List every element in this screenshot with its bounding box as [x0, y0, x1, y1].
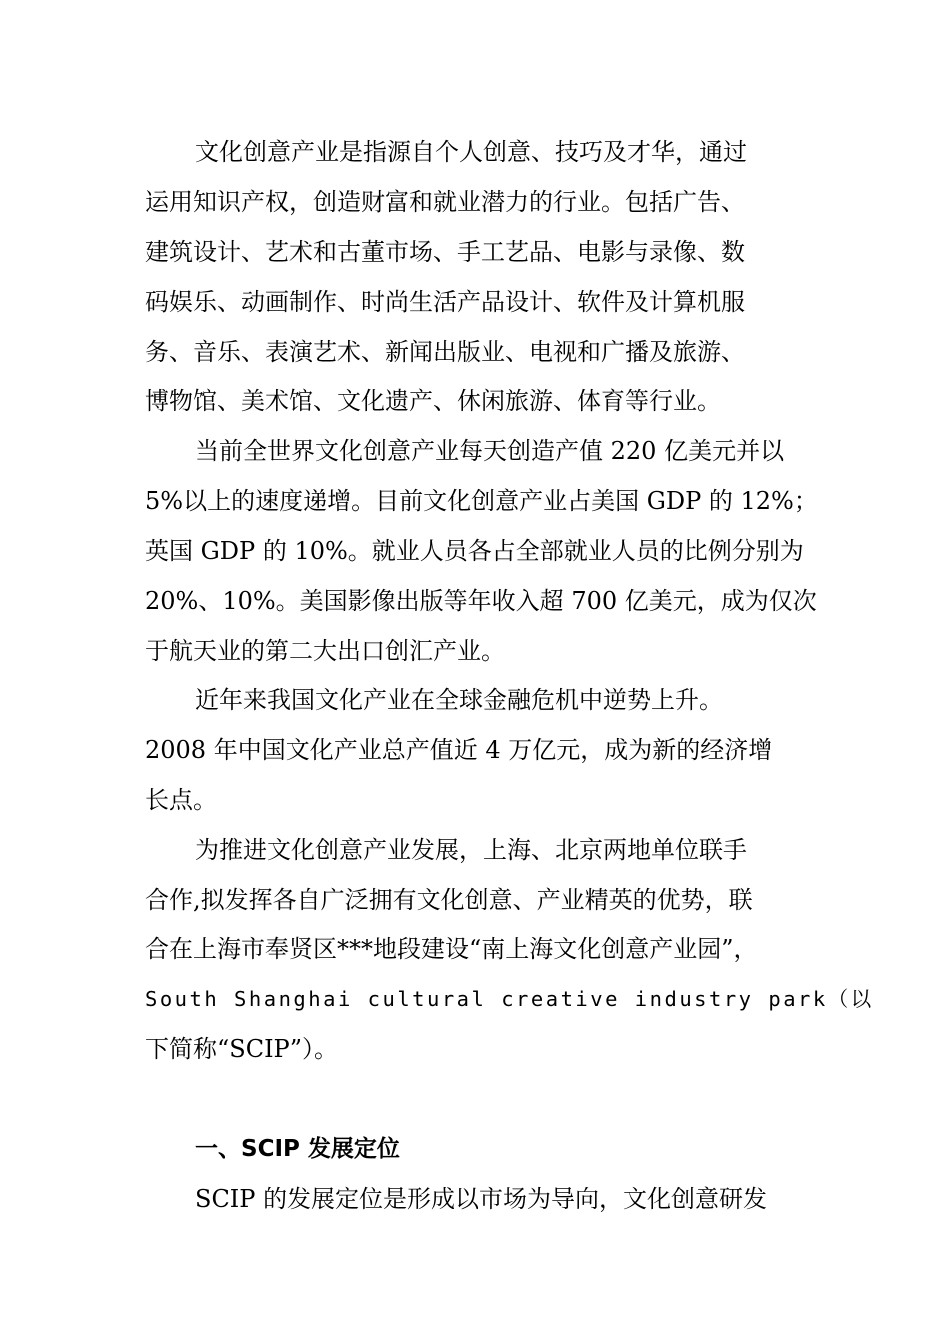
- paragraph-4-line-3: 合在上海市奉贤区***地段建设“南上海文化创意产业园”，: [145, 935, 758, 963]
- paragraph-3-line-3: 长点。: [145, 786, 217, 814]
- section-heading: 一、SCIP 发展定位: [195, 1136, 400, 1162]
- paragraph-4-line-2: 合作,拟发挥各自广泛拥有文化创意、产业精英的优势，联: [145, 886, 753, 914]
- paragraph-3-line-2: 2008 年中国文化产业总产值近 4 万亿元，成为新的经济增: [145, 736, 773, 764]
- paragraph-4-line-4: South Shanghai cultural creative industry park（以: [145, 987, 874, 1011]
- paragraph-1-line-4: 码娱乐、动画制作、时尚生活产品设计、软件及计算机服: [145, 288, 745, 316]
- paragraph-2-line-5: 于航天业的第二大出口创汇产业。: [145, 637, 505, 665]
- paragraph-2-line-4: 20%、10%。美国影像出版等年收入超 700 亿美元，成为仅次: [145, 587, 817, 615]
- paragraph-1-line-2: 运用知识产权，创造财富和就业潜力的行业。包括广告、: [145, 188, 745, 216]
- paragraph-3-line-1: 近年来我国文化产业在全球金融危机中逆势上升。: [195, 686, 723, 714]
- paragraph-4-line-5: 下简称“SCIP”）。: [145, 1035, 338, 1063]
- paragraph-2-line-1: 当前全世界文化创意产业每天创造产值 220 亿美元并以: [195, 437, 785, 465]
- paragraph-1-line-6: 博物馆、美术馆、文化遗产、休闲旅游、体育等行业。: [145, 387, 721, 415]
- paragraph-1-line-5: 务、音乐、表演艺术、新闻出版业、电视和广播及旅游、: [145, 338, 745, 366]
- paragraph-2-line-2: 5%以上的速度递增。目前文化创意产业占美国 GDP 的 12%；: [145, 487, 818, 515]
- paragraph-1-line-1: 文化创意产业是指源自个人创意、技巧及才华，通过: [195, 138, 747, 166]
- paragraph-4-line-1: 为推进文化创意产业发展，上海、北京两地单位联手: [195, 836, 747, 864]
- paragraph-2-line-3: 英国 GDP 的 10%。就业人员各占全部就业人员的比例分别为: [145, 537, 804, 565]
- section-paragraph-line-1: SCIP 的发展定位是形成以市场为导向，文化创意研发: [195, 1185, 768, 1213]
- paragraph-1-line-3: 建筑设计、艺术和古董市场、手工艺品、电影与录像、数: [145, 238, 745, 266]
